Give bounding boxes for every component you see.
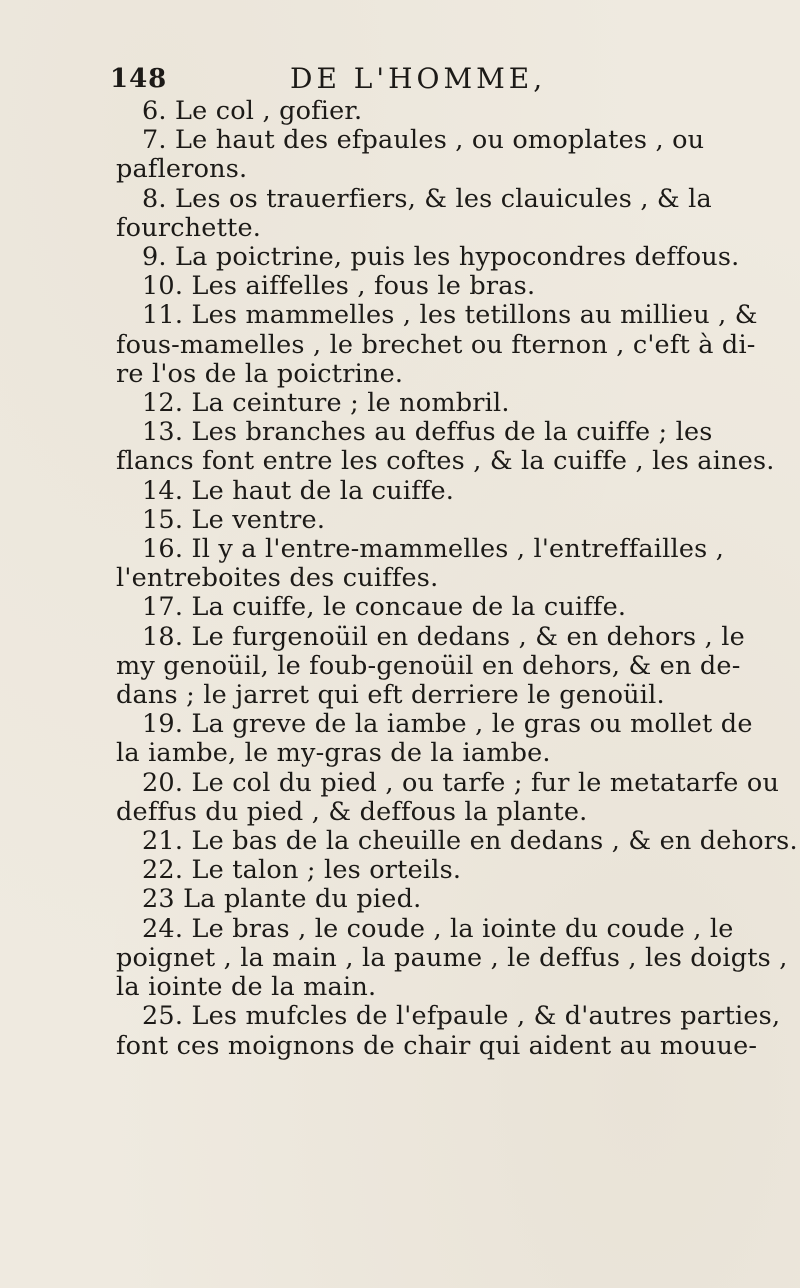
text-line: font ces moignons de chair qui aident au mouue- bbox=[116, 1030, 758, 1061]
text-line: poignet , la main , la paume , le deffus , les doigts , bbox=[116, 942, 788, 973]
text-line: 25. Les mufcles de l'efpaule , & d'autres parties, bbox=[142, 1001, 781, 1032]
page-header bbox=[110, 58, 750, 98]
text-line: 20. Le col du pied , ou tarfe ; fur le metatarfe ou bbox=[142, 767, 780, 798]
text-line: 12. La ceinture ; le nombril. bbox=[142, 388, 510, 419]
text-line: deffus du pied , & deffous la plante. bbox=[116, 796, 588, 827]
text-line: 18. Le furgenoüil en dedans , & en dehors , le bbox=[142, 621, 745, 652]
text-line: 14. Le haut de la cuiffe. bbox=[142, 475, 455, 506]
text-line: 13. Les branches au deffus de la cuiffe ; les bbox=[142, 417, 713, 448]
text-line: 16. Il y a l'entre-mammelles , l'entreffailles , bbox=[142, 534, 725, 565]
text-line: paflerons. bbox=[116, 154, 248, 185]
body-text bbox=[116, 96, 798, 1061]
text-line: 11. Les mammelles , les tetillons au millieu , & bbox=[142, 300, 758, 331]
text-line: 9. La poictrine, puis les hypocondres deffous. bbox=[142, 242, 740, 273]
text-line: 8. Les os trauerfiers, & les clauicules , & la bbox=[142, 183, 712, 214]
text-line: fous-mamelles , le brechet ou fternon , c'eft à di- bbox=[116, 329, 756, 360]
text-line: re l'os de la poictrine. bbox=[116, 358, 404, 389]
text-line: flancs font entre les coftes , & la cuiffe , les aines. bbox=[116, 446, 775, 477]
text-line: 6. Le col , gofier. bbox=[142, 96, 363, 126]
text-line: 21. Le bas de la cheuille en dedans , & en dehors. bbox=[142, 826, 798, 857]
text-line: 23 La plante du pied. bbox=[142, 884, 422, 915]
text-line: la iointe de la main. bbox=[116, 972, 377, 1003]
text-line: la iambe, le my-gras de la iambe. bbox=[116, 738, 551, 769]
text-line: 22. Le talon ; les orteils. bbox=[142, 855, 462, 886]
text-line: 24. Le bras , le coude , la iointe du coude , le bbox=[142, 913, 734, 944]
text-line: 15. Le ventre. bbox=[142, 504, 326, 535]
text-line: fourchette. bbox=[116, 212, 262, 243]
text-line: 17. La cuiffe, le concaue de la cuiffe. bbox=[142, 592, 627, 623]
text-line: my genoüil, le foub-genoüil en dehors, & en de- bbox=[116, 650, 741, 681]
text-line: 19. La greve de la iambe , le gras ou mollet de bbox=[142, 709, 753, 740]
text-line: dans ; le jarret qui eft derriere le genoüil. bbox=[116, 680, 665, 711]
text-line: l'entreboites des cuiffes. bbox=[116, 563, 439, 594]
text-line: 7. Le haut des efpaules , ou omoplates , ou bbox=[142, 125, 705, 156]
running-head: DE L'HOMME, bbox=[290, 62, 547, 95]
text-line: 10. Les aiffelles , fous le bras. bbox=[142, 271, 536, 302]
page-number: 148 bbox=[110, 64, 168, 94]
